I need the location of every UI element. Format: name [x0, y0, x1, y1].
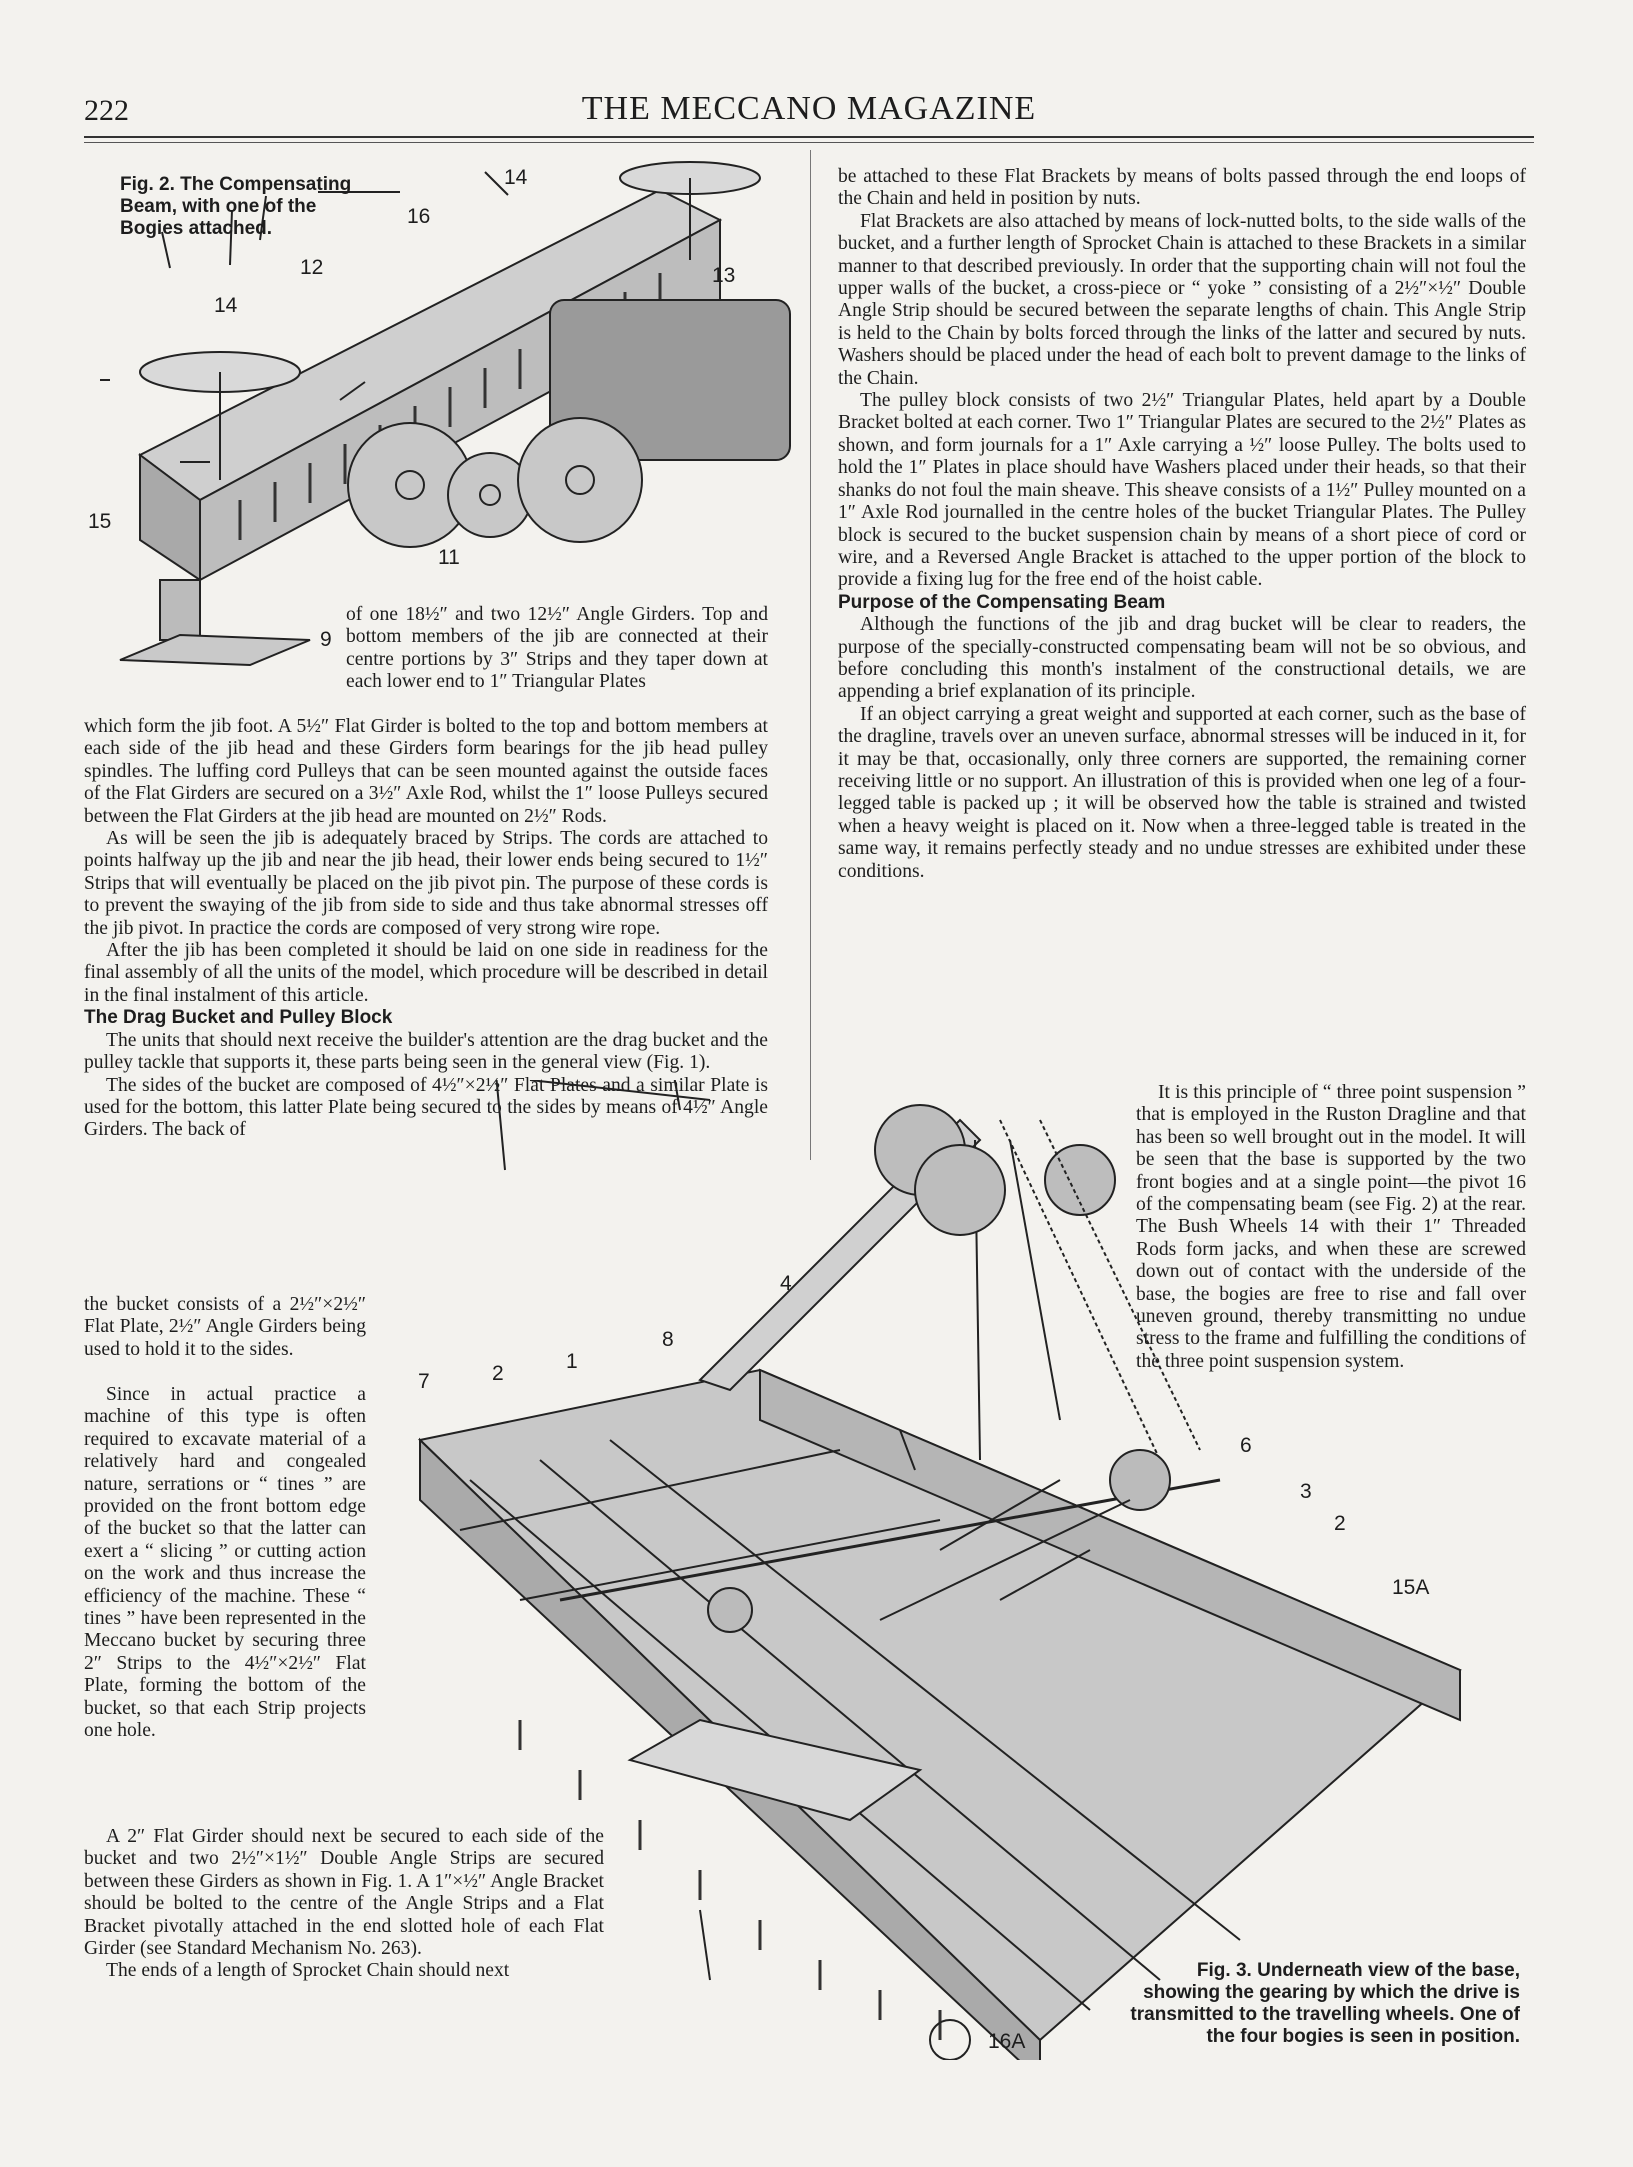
page-header: [84, 86, 1534, 136]
left-p7: Since in actual practice a machine of this type is often required to excavate material of a relatively hard and congealed nature, serrations or “ tines ” are provided on the front bottom edge of the bucket so that the latter can exert a “ slicing ” or cutting action on the work and thus increase the efficiency of the machine. These “ tines ” have been represented in the Meccano bucket by securing three 2″ Strips to the 4½″×2½″ Flat Plate, forming the bottom of the bucket, so that each Strip projects one hole.: [84, 1384, 366, 1742]
fig2-label-14a: 14: [504, 166, 528, 189]
left-p6b: the bucket consists of a 2½″×2½″ Flat Plate, 2½″ Angle Girders being used to hold it to the sides.: [84, 1294, 366, 1360]
right-p5: If an object carrying a great weight and supported at each corner, such as the base of the dragline, travels over an uneven surface, abnormal stresses will be induced in it, for it may be that, occasionally, only three corners are supported, the remaining corner receiving little or no support. An illustration of this is provided when one leg of a four-legged table is packed up ; it will be observed how the table is strained and twisted when a heavy weight is placed on it. Now when a three-legged table is treated in the same way, it remains perfectly steady and no undue stresses are exhibited under these conditions.: [838, 703, 1526, 882]
fig3-label-16a: 16A: [988, 2030, 1026, 2053]
page-number: 222: [84, 94, 129, 127]
left-column-narrow-2: [84, 1384, 366, 1743]
fig3-label-7: 7: [418, 1370, 430, 1393]
fig2-label-16: 16: [407, 205, 431, 228]
right-p3: The pulley block consists of two 2½″ Triangular Plates, held apart by a Double Bracket bolted at each corner. Two 1″ Triangular Plates are secured to the 2½″ Plates as shown, and form journals for a 1″ Axle carrying a ½″ loose Pulley. The bolts used to hold the 1″ Plates in place should have Washers placed under their heads, so that their shanks do not foul the main sheave. This sheave consists of a 1½″ Pulley mounted on a 1″ Axle Rod journalled in the centre holes of the bucket Triangular Plates. The Pulley block is secured to the bucket suspension chain by means of a short piece of cord or wire, and a Reversed Angle Bracket is attached to the upper portion of the block to provide a fixing lug for the free end of the hoist cable.: [838, 390, 1526, 591]
magazine-title: THE MECCANO MAGAZINE: [581, 90, 1037, 127]
left-p5: The units that should next receive the builder's attention are the drag bucket and the pulley tackle that supports it, these parts being seen in the general view (Fig. 1).: [84, 1029, 768, 1074]
fig2-label-14b: 14: [214, 294, 238, 317]
fig2-caption: Fig. 2. The Compensating Beam, with one of the Bogies attached.: [120, 174, 352, 239]
fig3-label-2b: 2: [1334, 1512, 1346, 1535]
fig3-label-3: 3: [1300, 1480, 1312, 1503]
left-p2: which form the jib foot. A 5½″ Flat Girder is bolted to the top and bottom members at each side of the jib head and these Girders form bearings for the jib head pulley spindles. The luffing cord Pulleys that can be seen mounted against the outside faces of the Flat Girders are secured on a 3½″ Axle Rod, whilst the 1″ loose Pulleys secured between the Flat Girders at the jib head are mounted on 2½″ Rods.: [84, 716, 768, 827]
header-rule-thin: [84, 142, 1534, 143]
left-p3: As will be seen the jib is adequately braced by Strips. The cords are attached to points halfway up the jib and near the jib head, their lower ends being secured to 1½″ Strips that will eventually be placed on the jib pivot pin. The purpose of these cords is to prevent the swaying of the jib from side to side and thus take abnormal stresses off the jib pivot. In practice the cords are composed of very strong wire rope.: [84, 828, 768, 939]
fig2-label-11: 11: [438, 546, 460, 569]
right-column-top: [838, 166, 1526, 883]
fig3-label-15a: 15A: [1392, 1576, 1430, 1599]
left-p8: A 2″ Flat Girder should next be secured to each side of the bucket and two 2½″×1½″ Double Angle Strips are secured between these Girders as shown in Fig. 1. A 1″×½″ Angle Bracket should be bolted to the centre of the Angle Strips and a Flat Bracket pivotally attached in the end slotted hole of each Flat Girder (see Standard Mechanism No. 263).: [84, 1826, 604, 1960]
fig2-label-9: 9: [320, 628, 332, 651]
fig3-base-gearing-illustration: [400, 1080, 1500, 2060]
left-column-main: [84, 716, 768, 1142]
left-para-1: [346, 604, 768, 694]
fig2-label-12: 12: [300, 256, 324, 279]
fig3-label-6: 6: [1240, 1434, 1252, 1457]
right-p6: It is this principle of “ three point suspension ” that is employed in the Ruston Dragline and that has been so well brought out in the model. It will be seen that the base is supported by the two front bogies and at a single point—the pivot 16 of the compensating beam (see Fig. 2) at the rear. The Bush Wheels 14 with their 1″ Threaded Rods form jacks, and when these are screwed down out of contact with the underside of the base, the bogies are free to rise and fall over uneven ground, thereby transmitting no undue stress to the frame and fulfilling the conditions of the three point suspension system.: [1136, 1082, 1526, 1372]
left-column-narrow-1: [84, 1294, 366, 1361]
fig3-caption: Fig. 3. Underneath view of the base, showing the gearing by which the drive is transmitted to the travelling wheels. One of the four bogies is seen in position.: [1130, 1960, 1520, 2047]
section-heading-compensating-beam: Purpose of the Compensating Beam: [838, 591, 1166, 613]
fig3-label-1: 1: [566, 1350, 578, 1373]
section-heading-drag-bucket: The Drag Bucket and Pulley Block: [84, 1007, 393, 1029]
header-rule: [84, 136, 1534, 138]
fig3-label-4: 4: [780, 1272, 792, 1295]
left-p1: of one 18½″ and two 12½″ Angle Girders. Top and bottom members of the jib are connected at their centre portions by 3″ Strips and they taper down at each lower end to 1″ Triangular Plates: [346, 604, 768, 693]
fig2-label-13: 13: [712, 264, 736, 287]
fig3-label-2a: 2: [492, 1362, 504, 1385]
right-p1: be attached to these Flat Brackets by means of bolts passed through the end loops of the Chain and held in position by nuts.: [838, 166, 1526, 210]
left-p6: The sides of the bucket are composed of 4½″×2½″ Flat Plates and a similar Plate is used for the bottom, this latter Plate being secured to the sides by means of 4½″ Angle Girders. The back of: [84, 1074, 768, 1141]
right-p2: Flat Brackets are also attached by means of lock-nutted bolts, to the side walls of the bucket, and a further length of Sprocket Chain is attached to these Brackets in a similar manner to that described previously. In order that the supporting chain will not foul the upper walls of the bucket, a cross-piece or “ yoke ” consisting of a 2½″×½″ Double Angle Strip should be secured between the separate lengths of chain. This Angle Strip is held to the Chain by bolts forced through the links of the latter and secured by nuts. Washers should be placed under the head of each bolt to prevent damage to the links of the Chain.: [838, 210, 1526, 389]
left-p9: The ends of a length of Sprocket Chain should next: [106, 1960, 510, 1982]
fig2-label-15: 15: [88, 510, 112, 533]
left-p4: After the jib has been completed it should be laid on one side in readiness for the final assembly of all the units of the model, which procedure will be described in detail in the final instalment of this article.: [84, 940, 768, 1006]
fig3-label-8: 8: [662, 1328, 674, 1351]
column-divider: [810, 150, 811, 1160]
right-p4: Although the functions of the jib and drag bucket will be clear to readers, the purpose of the specially-constructed compensating beam will not be so obvious, and before concluding this month's instalment of the constructional details, we are appending a brief explanation of its principle.: [838, 614, 1526, 703]
